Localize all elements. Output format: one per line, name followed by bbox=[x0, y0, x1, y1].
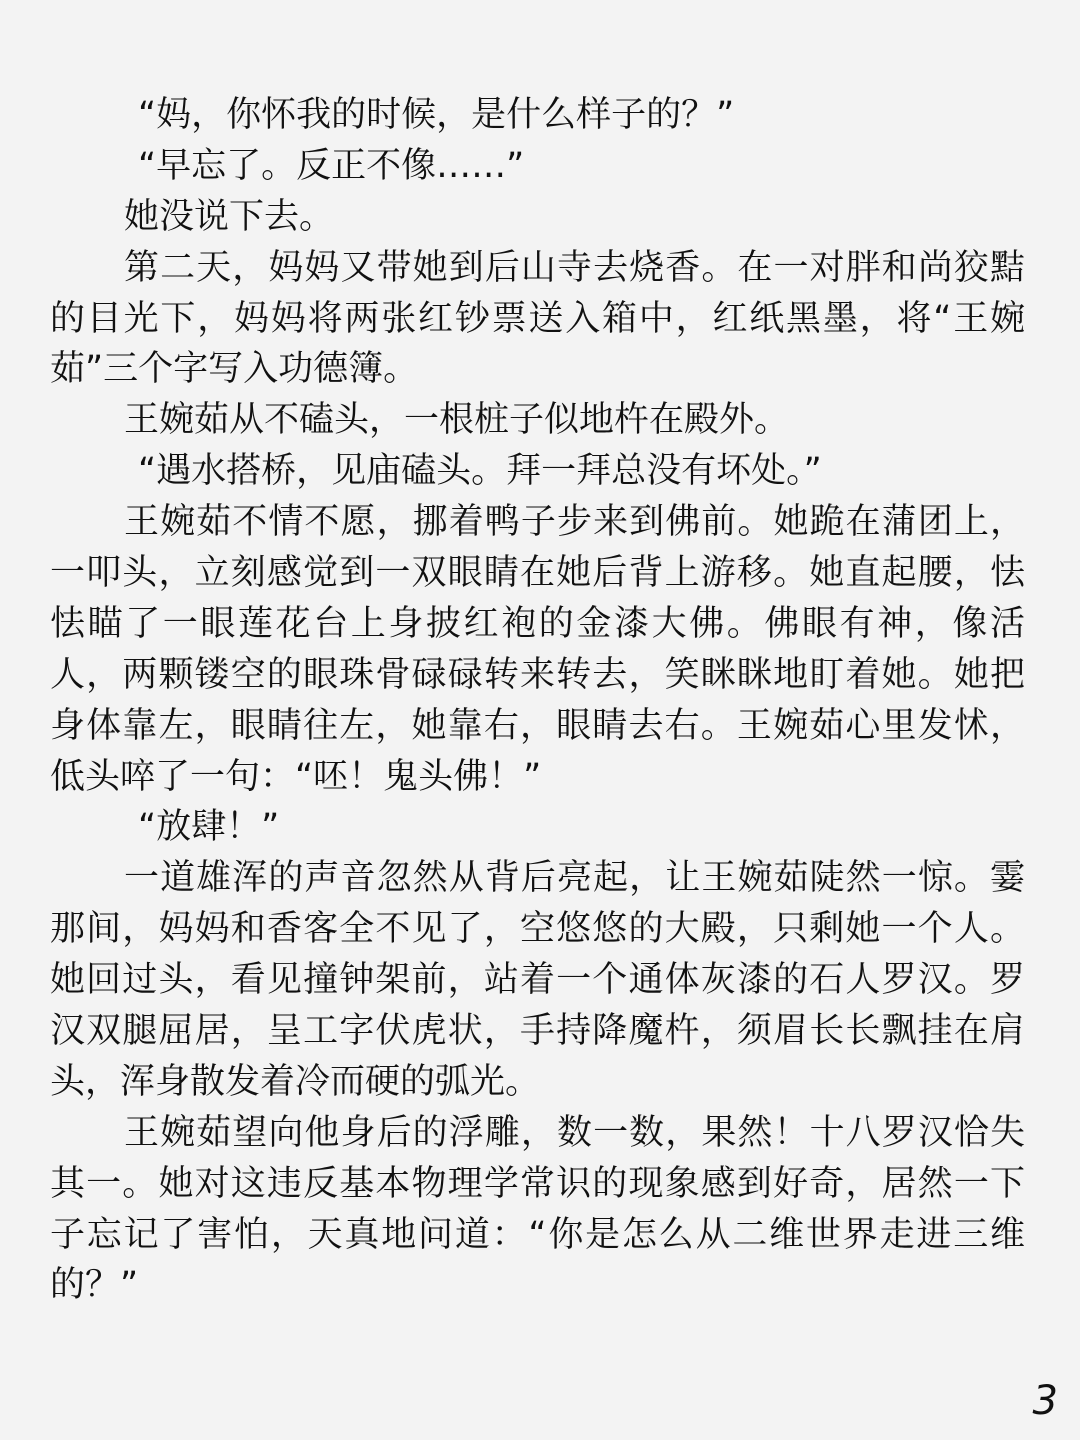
text-line: 的目光下，妈妈将两张红钞票送入箱中，红纸黑墨，将“王婉 bbox=[50, 298, 1025, 339]
text-line: 王婉茹望向他身后的浮雕，数一数，果然！十八罗汉恰失 bbox=[124, 1112, 1025, 1153]
text-line: 怯瞄了一眼莲花台上身披红袍的金漆大佛。佛眼有神，像活 bbox=[50, 603, 1025, 644]
text-line: 那间，妈妈和香客全不见了，空悠悠的大殿，只剩她一个人。 bbox=[50, 909, 1025, 950]
text-line: 子忘记了害怕，天真地问道：“你是怎么从二维世界走进三维 bbox=[50, 1214, 1025, 1255]
text-line: 她回过头，看见撞钟架前，站着一个通体灰漆的石人罗汉。罗 bbox=[50, 960, 1025, 1001]
text-line: 头，浑身散发着冷而硬的弧光。 bbox=[50, 1061, 541, 1102]
text-line: 身体靠左，眼睛往左，她靠右，眼睛去右。王婉茹心里发怵， bbox=[50, 705, 1025, 746]
text-line: 茹”三个字写入功德簿。 bbox=[50, 349, 419, 390]
text-line: 其一。她对这违反基本物理学常识的现象感到好奇，居然一下 bbox=[50, 1163, 1025, 1204]
text-line: 她没说下去。 bbox=[124, 196, 335, 237]
page-number: 3 bbox=[1032, 1378, 1058, 1424]
text-line: 第二天，妈妈又带她到后山寺去烧香。在一对胖和尚狡黠 bbox=[124, 247, 1025, 288]
text-line: 的？” bbox=[50, 1265, 139, 1306]
document-body bbox=[50, 90, 1025, 1311]
text-line: “遇水搭桥，见庙磕头。拜一拜总没有坏处。” bbox=[138, 451, 822, 492]
text-line: 一道雄浑的声音忽然从背后亮起，让王婉茹陡然一惊。霎 bbox=[124, 858, 1025, 899]
text-line: “早忘了。反正不像……” bbox=[138, 145, 525, 186]
text-line: 人，两颗镂空的眼珠骨碌碌转来转去，笑眯眯地盯着她。她把 bbox=[50, 654, 1025, 695]
text-line: “放肆！” bbox=[138, 807, 280, 848]
text-line: 汉双腿屈居，呈工字伏虎状，手持降魔杵，须眉长长飘挂在肩 bbox=[50, 1011, 1025, 1052]
text-line: 低头啐了一句：“呸！鬼头佛！” bbox=[50, 756, 542, 797]
text-line: 一叩头，立刻感觉到一双眼睛在她后背上游移。她直起腰，怯 bbox=[50, 553, 1025, 594]
text-line: 王婉茹不情不愿，挪着鸭子步来到佛前。她跪在蒲团上， bbox=[124, 502, 1025, 543]
text-line: 王婉茹从不磕头，一根桩子似地杵在殿外。 bbox=[124, 400, 790, 441]
text-line: “妈，你怀我的时候，是什么样子的？” bbox=[138, 95, 735, 135]
